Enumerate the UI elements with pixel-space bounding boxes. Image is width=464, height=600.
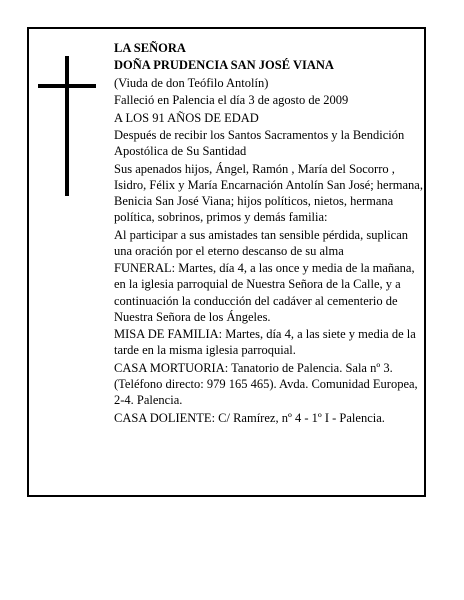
mourning-house-paragraph: CASA DOLIENTE: C/ Ramírez, nº 4 - 1º I - Palencia. [114,410,385,425]
funeral-paragraph: FUNERAL: Martes, día 4, a las once y media de la mañana, en la iglesia parroquial de Nuestra Señora de la Calle, y a continuación la conducción del cadáver al cementerio de Nuestra Señora de los Ángeles. [114,261,415,324]
deceased-name: DOÑA PRUDENCIA SAN JOSÉ VIANA [114,58,334,73]
age-line: A LOS 91 AÑOS DE EDAD [114,110,259,125]
cross-vertical-bar [65,56,69,196]
notice-heading: LA SEÑORA [114,41,186,55]
cross-horizontal-bar [38,84,96,88]
relatives-paragraph: Sus apenados hijos, Ángel, Ramón , María del Socorro , Isidro, Félix y María Encarnación Antolín San José; hermana, Benicia San José Viana; hijos políticos, nietos, hermana política, sobrinos, primos y demás familia: [114,161,423,225]
death-line: Falleció en Palencia el día 3 de agosto de 2009 [114,93,349,108]
obituary-text [114,40,424,427]
family-mass-paragraph: MISA DE FAMILIA: Martes, día 4, a las siete y media de la tarde en la misma iglesia parroquial. [114,327,416,358]
sacraments-paragraph: Después de recibir los Santos Sacramentos y la Bendición Apostólica de Su Santidad [114,127,405,159]
funeral-home-paragraph: CASA MORTUORIA: Tanatorio de Palencia. Sala nº 3. (Teléfono directo: 979 165 465). Avda. Comunidad Europea, 2-4. Palencia. [114,360,418,408]
widow-of-line: (Viuda de don Teófilo Antolín) [114,75,269,90]
request-paragraph: Al participar a sus amistades tan sensible pérdida, suplican una oración por el eterno descanso de su alma [114,227,409,258]
